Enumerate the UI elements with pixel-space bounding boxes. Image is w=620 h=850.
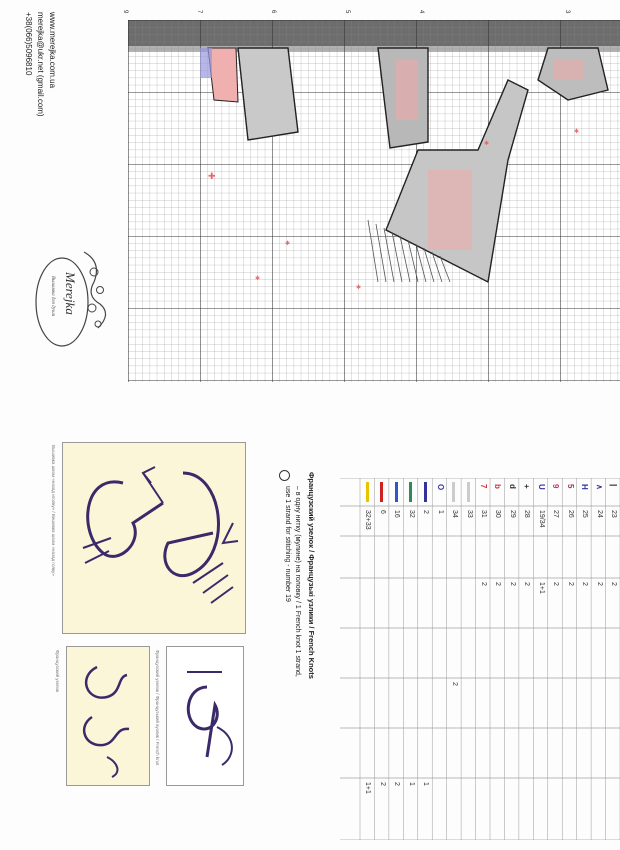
legend-cell-num: 6: [378, 510, 386, 514]
small-panel-right-caption: Французский узелок / Французький вузлик / French knot: [155, 650, 160, 766]
col-marker: 7: [196, 10, 202, 14]
legend-cell-num: 34: [451, 510, 459, 518]
legend-symbol: O: [435, 484, 445, 491]
legend-cell-num: 25: [581, 510, 589, 518]
legend-symbol: 9: [551, 484, 561, 489]
merejka-logo: [14, 232, 114, 362]
email-text: merejka@ukr.net (gmail.com): [36, 12, 45, 117]
legend-cell-c1: 2: [566, 582, 574, 586]
knot-mark: ✱: [356, 285, 362, 291]
phone-text: +38(066)5096810: [24, 12, 33, 76]
legend-symbol: d: [507, 484, 517, 489]
col-marker: 6: [270, 10, 276, 14]
legend-knot-icon: [279, 470, 290, 481]
legend-cell-c4: 2: [393, 782, 401, 786]
website-text: www.merejka.com.ua: [48, 12, 57, 89]
legend-title: Французский узелок / Французькі узлики / French Knots: [307, 472, 316, 679]
motif-shape: [238, 48, 298, 140]
legend-color-swatch: [395, 482, 398, 502]
legend-cell-num: 33: [465, 510, 473, 518]
legend-cell-c1: 1+1: [537, 582, 545, 594]
legend-cell-num: 2: [422, 510, 430, 514]
legend-color-swatch: [409, 482, 412, 502]
legend-cell-c3: 2: [451, 682, 459, 686]
legend-symbol: +: [522, 484, 532, 489]
knot-step-diagram: [67, 647, 149, 785]
legend-cell-num: 31: [480, 510, 487, 518]
legend-note-line: – в одну нитку (мулине) на головку / 1 French knot 1 strand,: [294, 486, 301, 677]
legend-color-swatch: [366, 482, 369, 502]
legend-symbol: ∧: [594, 484, 604, 490]
knot-mark: ✱: [255, 276, 261, 282]
knot-mark: ✱: [484, 141, 490, 147]
legend-cell-c1: 2: [610, 582, 617, 586]
col-marker: 5: [344, 10, 350, 14]
legend-symbol: 7: [479, 484, 488, 489]
big-panel-caption: Вышивка швом «назад иголку» / Вишивка швом «назад голку»: [51, 445, 56, 576]
legend-cell-c1: 2: [523, 582, 531, 586]
legend-cell-c1: 2: [508, 582, 516, 586]
french-knot-panel: [166, 646, 244, 786]
french-knot-diagram: [167, 647, 243, 785]
logo-brand: Merejka: [63, 272, 78, 315]
small-panel-left-caption: Французский узелок: [55, 650, 60, 693]
legend-cell-num: 29: [508, 510, 516, 518]
legend-note-line: use 1 strand for stitching - number 19: [284, 486, 291, 602]
legend-symbol: b: [493, 484, 503, 489]
legend-symbol: 5: [565, 484, 575, 489]
legend-cell-num: 27: [552, 510, 560, 518]
legend-cell-c1: 2: [480, 582, 487, 586]
col-marker: 3: [564, 10, 570, 14]
legend-cell-c4: 1+1: [364, 782, 372, 794]
cross-stitch-chart: [128, 20, 620, 382]
legend-cell-num: 16: [393, 510, 401, 518]
legend-cell-num: 26: [566, 510, 574, 518]
legend-table: [340, 478, 620, 840]
legend-cell-c1: 2: [581, 582, 589, 586]
legend-color-swatch: [452, 482, 455, 502]
legend-note: [282, 486, 302, 677]
legend-color-swatch: [424, 482, 427, 502]
legend-cell-num: 32: [407, 510, 415, 518]
legend-cell-c4: 1: [422, 782, 430, 786]
knot-mark: ✱: [574, 129, 580, 135]
legend-cell-num: 1: [436, 510, 444, 514]
legend-color-swatch: [467, 482, 470, 502]
legend-cell-num: 28: [523, 510, 531, 518]
legend-symbol: U: [536, 484, 546, 490]
legend-cell-c4: 2: [378, 782, 386, 786]
legend-cell-num: 30: [494, 510, 502, 518]
legend-cell-num: 19/34: [537, 510, 545, 528]
legend-color-swatch: [380, 482, 383, 502]
legend-cell-c1: 2: [552, 582, 560, 586]
legend-cell-num: 23: [610, 510, 617, 518]
legend-cell-num: 24: [595, 510, 603, 518]
col-marker: 9: [122, 10, 128, 14]
backstitch-diagram: [63, 443, 245, 633]
logo-tagline: Вышивка для души: [50, 276, 55, 317]
legend-cell-num: 32+33: [364, 510, 372, 530]
col-marker: 4: [418, 10, 424, 14]
stitch-diagram-panel: [62, 442, 246, 634]
knot-mark: ✚: [208, 171, 216, 181]
contact-block: [22, 12, 58, 117]
legend-cell-c4: 1: [407, 782, 415, 786]
knot-mark: ✱: [285, 241, 291, 247]
legend-symbol: |: [609, 484, 618, 487]
legend-cell-c1: 2: [595, 582, 603, 586]
legend-cell-c1: 2: [494, 582, 502, 586]
knot-step-panel: [66, 646, 150, 786]
legend-symbol: H: [580, 484, 590, 490]
